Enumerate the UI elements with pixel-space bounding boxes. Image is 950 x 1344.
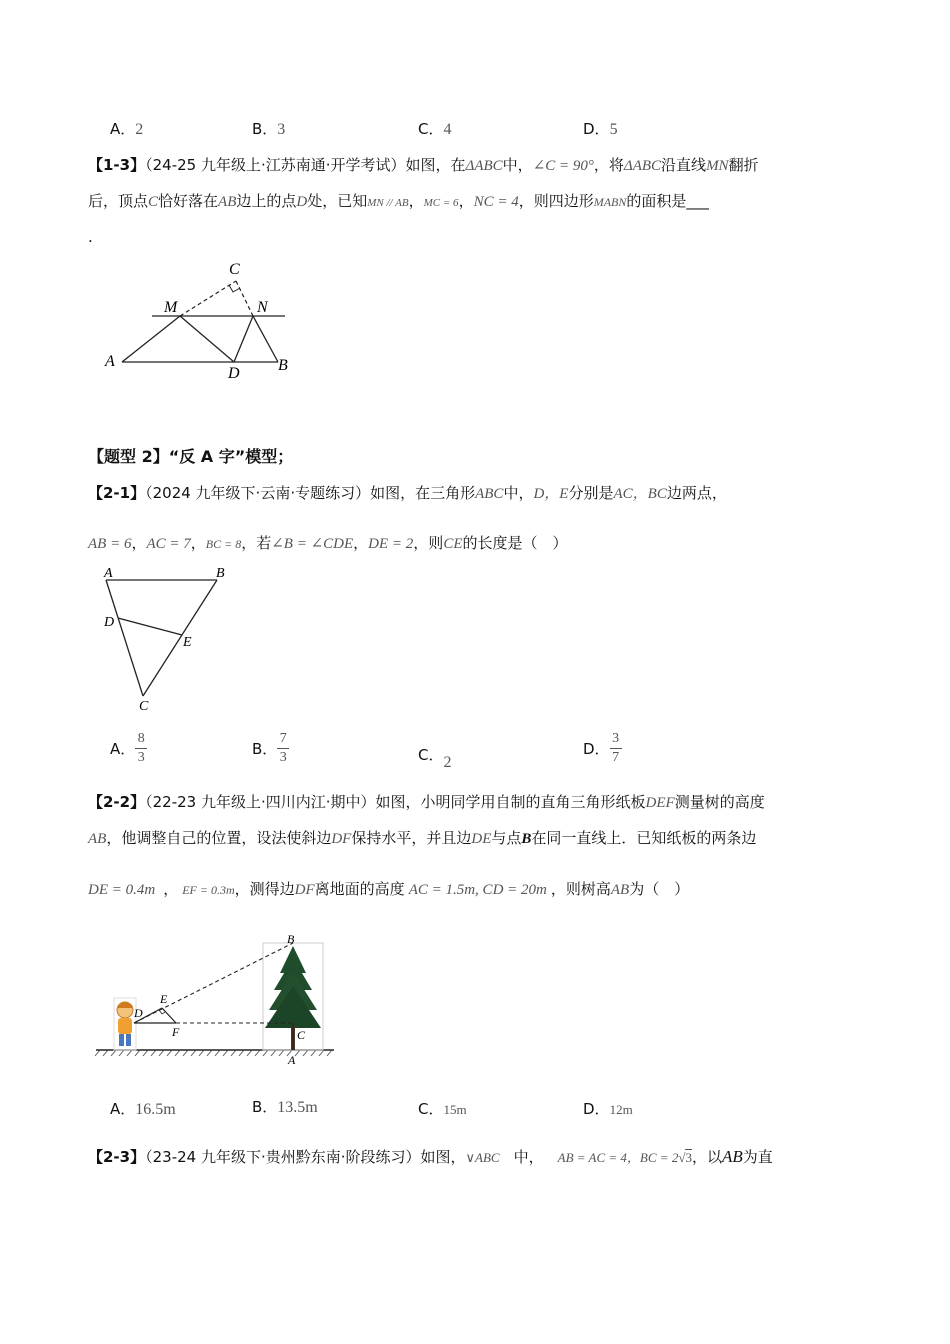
text: 为（ ） [629,880,690,898]
option-letter: B． [252,120,278,138]
option-value: 3 [277,121,286,138]
text: ，以 [691,1148,722,1166]
section-title: 【题型 2】“反 A 字”模型； [88,447,294,466]
text: 的长度是（ ） [462,534,568,552]
option-c[interactable] [418,118,451,139]
math: AC = 7 [146,536,191,552]
option-b[interactable] [252,731,289,766]
math: ∨ABC [465,1150,500,1165]
text: 为直 [742,1148,773,1166]
math: EF = 0.3m [182,883,235,897]
label-b: B [216,566,225,581]
text: 中， [502,156,533,174]
label-c: C [297,1028,306,1042]
boy-icon [114,998,136,1050]
option-value: 13.5m [277,1099,318,1116]
option-letter: D． [583,740,610,758]
math: ΔABC [465,158,503,174]
option-value: 2 [135,121,144,138]
option-letter: A． [110,740,136,758]
math: MN // AB [367,197,409,209]
math: AB [721,1147,743,1166]
text: ，则 [413,534,444,552]
question-tag: 【2-1】 [88,484,146,502]
label-d: D [228,365,240,382]
option-c[interactable] [418,744,452,771]
q21-line2 [88,532,568,553]
text: 与点 [491,829,522,847]
option-letter: B． [252,740,278,758]
text: 如图，小明同学用自制的直角三角形纸板 [375,793,646,811]
q13-line2 [88,190,709,211]
math: ΔABC [623,158,662,174]
figure-triangle-abc [96,562,236,712]
label-e: E [183,635,192,650]
q22-line2 [88,827,756,848]
option-a[interactable] [110,731,147,766]
question-tag: 【2-2】 [88,793,146,811]
label-a: A [104,566,113,581]
side-am [122,316,180,362]
text: 如图， [420,1148,466,1166]
label-m: M [164,299,178,316]
question-source: （24-25 九年级上·江苏南通·开学考试） [145,156,406,174]
text: ，则四边形 [518,192,594,210]
option-value: 4 [443,121,452,138]
option-value: 15m [443,1102,467,1117]
text: 中， [503,484,534,502]
figure-tree-measurement [94,928,344,1068]
option-a[interactable] [110,1098,176,1119]
label-n: N [257,299,268,316]
label-b: B [287,932,295,946]
text: ， [131,534,147,552]
text: 沿直线 [661,156,707,174]
numerator: 7 [279,731,287,746]
text: 处，已知 [307,192,368,210]
math: D，E [533,486,569,502]
text: 中， [513,1148,544,1166]
math: ∠B = ∠CDE [271,536,354,552]
math: DEF [645,795,675,811]
denominator: 3 [137,750,145,765]
segment-md [180,316,234,362]
option-d[interactable] [583,1098,633,1119]
question-source: （22-23 九年级上·四川内江·期中） [145,793,376,811]
math: DE = 2 [368,536,414,552]
label-e: E [160,992,168,1006]
option-b[interactable] [252,118,285,139]
dashed-mc [180,281,236,316]
right-angle-mark [229,285,240,292]
option-b[interactable] [252,1096,318,1117]
math: AB = AC = 4，BC = 2 [557,1150,679,1165]
text: ， [163,880,179,898]
figure-fold-triangle [100,258,300,383]
text: ，则树高 [550,880,611,898]
dashed-cn [236,281,253,316]
text: 如图，在三角形 [370,484,476,502]
text: 如图，在 [405,156,466,174]
fraction [277,731,289,766]
math: DF [331,831,352,847]
text: ， [190,534,206,552]
question-tag: 【1-3】 [88,156,146,174]
text: ，将 [593,156,624,174]
ground-hatching [95,1050,332,1056]
math: C [148,194,159,210]
math: AB [610,882,630,898]
math: B [521,831,532,847]
text: 恰好落在 [158,192,219,210]
math: MN [706,158,729,174]
option-letter: C． [418,1100,444,1118]
math: AB = 6 [88,536,132,552]
text: ， [353,534,369,552]
text: 保持水平，并且边 [351,829,472,847]
text: ，测得边 [234,880,295,898]
side-bc [143,580,217,696]
math: AC = 1.5m, CD = 20m [408,882,547,898]
text: ，他调整自己的位置，设法使斜边 [106,829,332,847]
label-c: C [139,699,149,712]
segment-dn [234,316,253,362]
math: BC = 8 [205,537,242,551]
side-ef [162,1008,176,1023]
math: MC = 6 [423,197,459,209]
math: ∠C = 90° [532,158,594,174]
text: 的面积是 [626,192,687,210]
q22-line1 [88,791,765,812]
option-value: 16.5m [135,1101,176,1118]
option-letter: C． [418,120,444,138]
option-c[interactable] [418,1098,467,1119]
segment-de [118,618,182,635]
math: AC，BC [613,486,667,502]
question-source: （23-24 九年级下·贵州黔东南·阶段练习） [145,1148,421,1166]
label-d: D [104,615,115,630]
option-letter: A． [110,120,136,138]
side-ac [106,580,143,696]
math: CE [443,536,463,552]
math: AB [218,194,237,210]
fraction [610,731,622,766]
text: ， [458,192,474,210]
math: AB [88,831,107,847]
fraction [135,731,147,766]
math: D [296,194,308,210]
text: 翻折 [728,156,759,174]
q23-line1 [88,1146,773,1167]
question-source: （2024 九年级下·云南·专题练习） [145,484,371,502]
option-value: 2 [443,754,452,771]
denominator: 3 [279,750,287,765]
option-value: 12m [609,1102,633,1117]
option-letter: D． [583,120,610,138]
math: DE = 0.4m [88,882,156,898]
numerator: 8 [137,731,145,746]
question-tag: 【2-3】 [88,1148,146,1166]
math: DE [471,831,492,847]
side-nb [253,316,278,362]
option-letter: B． [252,1098,278,1116]
option-letter: A． [110,1100,136,1118]
radicand: 3 [685,1150,692,1165]
label-a: A [105,353,115,370]
label-a: A [288,1053,296,1067]
text: 分别是 [568,484,614,502]
math: MABN [593,195,627,209]
text: 边上的点 [236,192,297,210]
q13-line1 [88,154,759,175]
sight-line-db [134,943,293,1023]
answer-blank[interactable]: ___ [686,192,709,210]
denominator: 7 [612,750,620,765]
text: 边两点， [666,484,727,502]
math: NC = 4 [473,194,519,210]
text: ， [408,192,424,210]
text: 测量树的高度 [674,793,765,811]
label-d: D [134,1006,143,1020]
math: DF [294,882,315,898]
sqrt: √3 [678,1150,692,1165]
q21-line1 [88,482,727,503]
text: 后，顶点 [88,192,149,210]
label-b: B [278,357,288,374]
math: ABC [475,486,504,502]
label-f: F [172,1025,180,1039]
text: 离地面的高度 [314,880,405,898]
text: ，若 [241,534,272,552]
option-d[interactable] [583,118,618,139]
text: 在同一直线上．已知纸板的两条边 [531,829,757,847]
option-letter: C． [418,746,444,764]
option-a[interactable] [110,118,143,139]
option-value: 5 [609,121,618,138]
q22-line3 [88,878,689,899]
label-c: C [229,261,240,278]
numerator: 3 [612,731,620,746]
q13-end: . [88,228,93,246]
option-d[interactable] [583,731,622,766]
option-letter: D． [583,1100,610,1118]
